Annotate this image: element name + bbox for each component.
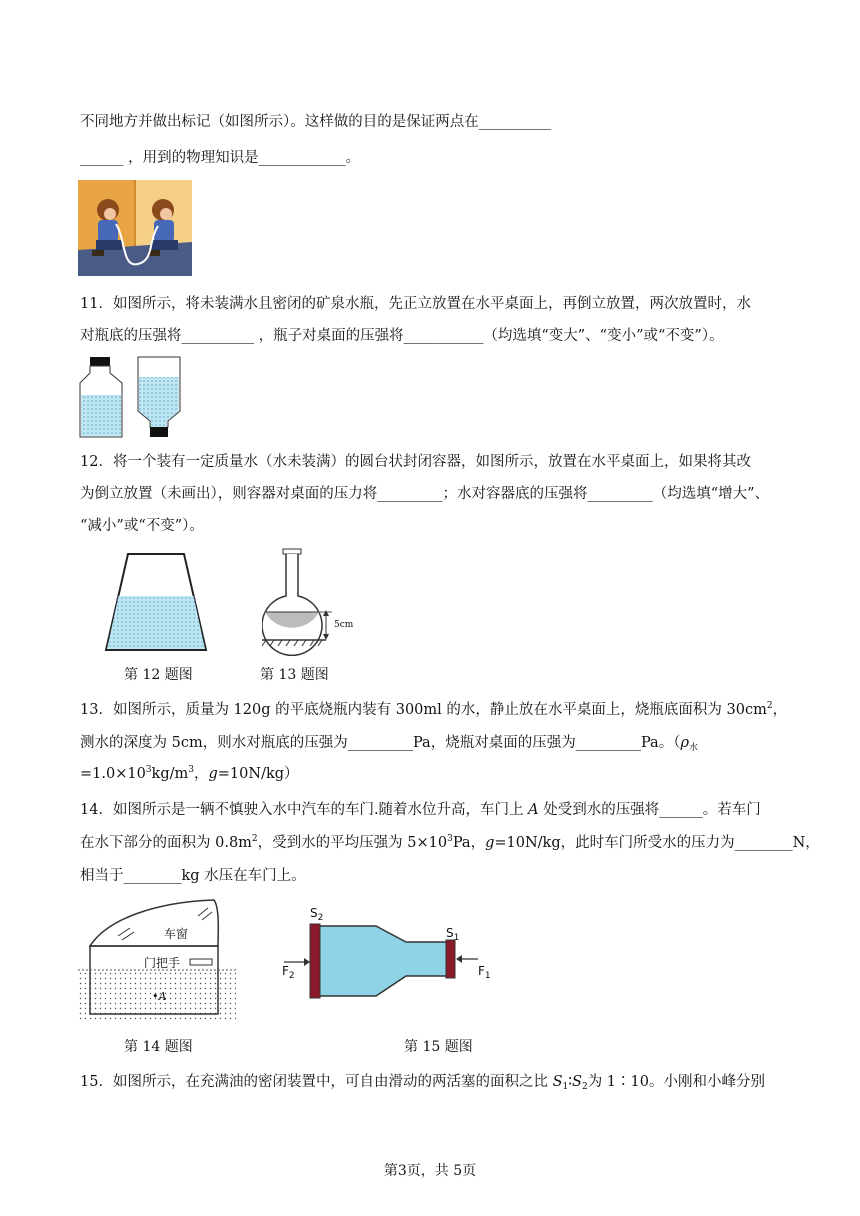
page-footer: 第3页，共 5页 xyxy=(383,1163,477,1179)
q13-flask-figure xyxy=(262,546,372,656)
q11-text-line-1: 11．如图所示，将未装满水且密闭的矿泉水瓶，先正立放置在水平桌面上，再倒立放置，两次放置时，水 xyxy=(80,296,751,312)
fig13-depth-label: 5cm xyxy=(334,620,354,630)
fig14-handle-label: 门把手 xyxy=(144,956,181,970)
q12-text-line-3: “减小”或“不变”）。 xyxy=(80,518,204,534)
q13-text-line-3: $=1.0\times 10^3kg/m^3$，g=10N/kg） xyxy=(80,765,299,782)
fig13-caption: 第 13 题图 xyxy=(260,667,329,683)
q14-text-line-2: 在水下部分的面积为 $0.8m^2$，受到水的平均压强为 $5\times 10^3Pa$，g=10N/kg，此时车门所受水的压力为________N， xyxy=(80,834,820,851)
fig14-window-label: 车窗 xyxy=(164,927,189,941)
q15-hydraulic-press-figure xyxy=(276,904,498,1024)
fig15-f1-label: $F_1$ xyxy=(478,964,491,981)
fig15-caption: 第 15 题图 xyxy=(404,1039,473,1055)
q14-text-line-1: 14．如图所示是一辆不慎驶入水中汽车的车门.随着水位升高，车门上 A 处受到水的压强将______。若车门 xyxy=(80,802,761,818)
fig14-caption: 第 14 题图 xyxy=(124,1039,193,1055)
fig15-s2-label: $S_2$ xyxy=(310,906,324,923)
q13-text-line-2: 测水的深度为 5cm，则水对瓶底的压强为_________Pa，烧瓶对桌面的压强为_________Pa。（$\rho_水$ xyxy=(80,735,698,753)
q15-text-line-1: 15．如图所示，在充满油的密闭装置中，可自由滑动的两活塞的面积之比 $S_1∶S_2$为 1∶10。小刚和小峰分别 xyxy=(80,1074,765,1092)
q12-frustum-container-figure xyxy=(104,552,208,652)
q10-text-line-1: 不同地方并做出标记（如图所示）。这样做的目的是保证两点在__________ xyxy=(80,114,552,130)
fig14-point-a-label: •A xyxy=(152,990,167,1003)
q11-bottles-figure xyxy=(78,355,182,439)
q10-text-line-2: ______ ，用到的物理知识是____________。 xyxy=(80,150,361,166)
fig12-caption: 第 12 题图 xyxy=(124,667,193,683)
q12-text-line-2: 为倒立放置（未画出），则容器对桌面的压力将_________；水对容器底的压强将_________（均选填“增大”、 xyxy=(80,486,770,502)
q10-photo xyxy=(78,180,192,276)
q14-text-line-3: 相当于________kg 水压在车门上。 xyxy=(80,868,306,884)
fig15-f2-label: $F_2$ xyxy=(282,964,295,981)
q12-text-line-1: 12．将一个装有一定质量水（水未装满）的圆台状封闭容器，如图所示，放置在水平桌面上，如果将其改 xyxy=(80,454,751,470)
q13-text-line-1: 13．如图所示，质量为 120g 的平底烧瓶内装有 300ml 的水，静止放在水平桌面上，烧瓶底面积为 $30cm^2$， xyxy=(80,701,788,718)
fig15-s1-label: $S_1$ xyxy=(446,926,460,943)
q11-text-line-2: 对瓶底的压强将__________ ，瓶子对桌面的压强将___________（均选填“变大”、“变小”或“不变”）。 xyxy=(80,328,724,344)
